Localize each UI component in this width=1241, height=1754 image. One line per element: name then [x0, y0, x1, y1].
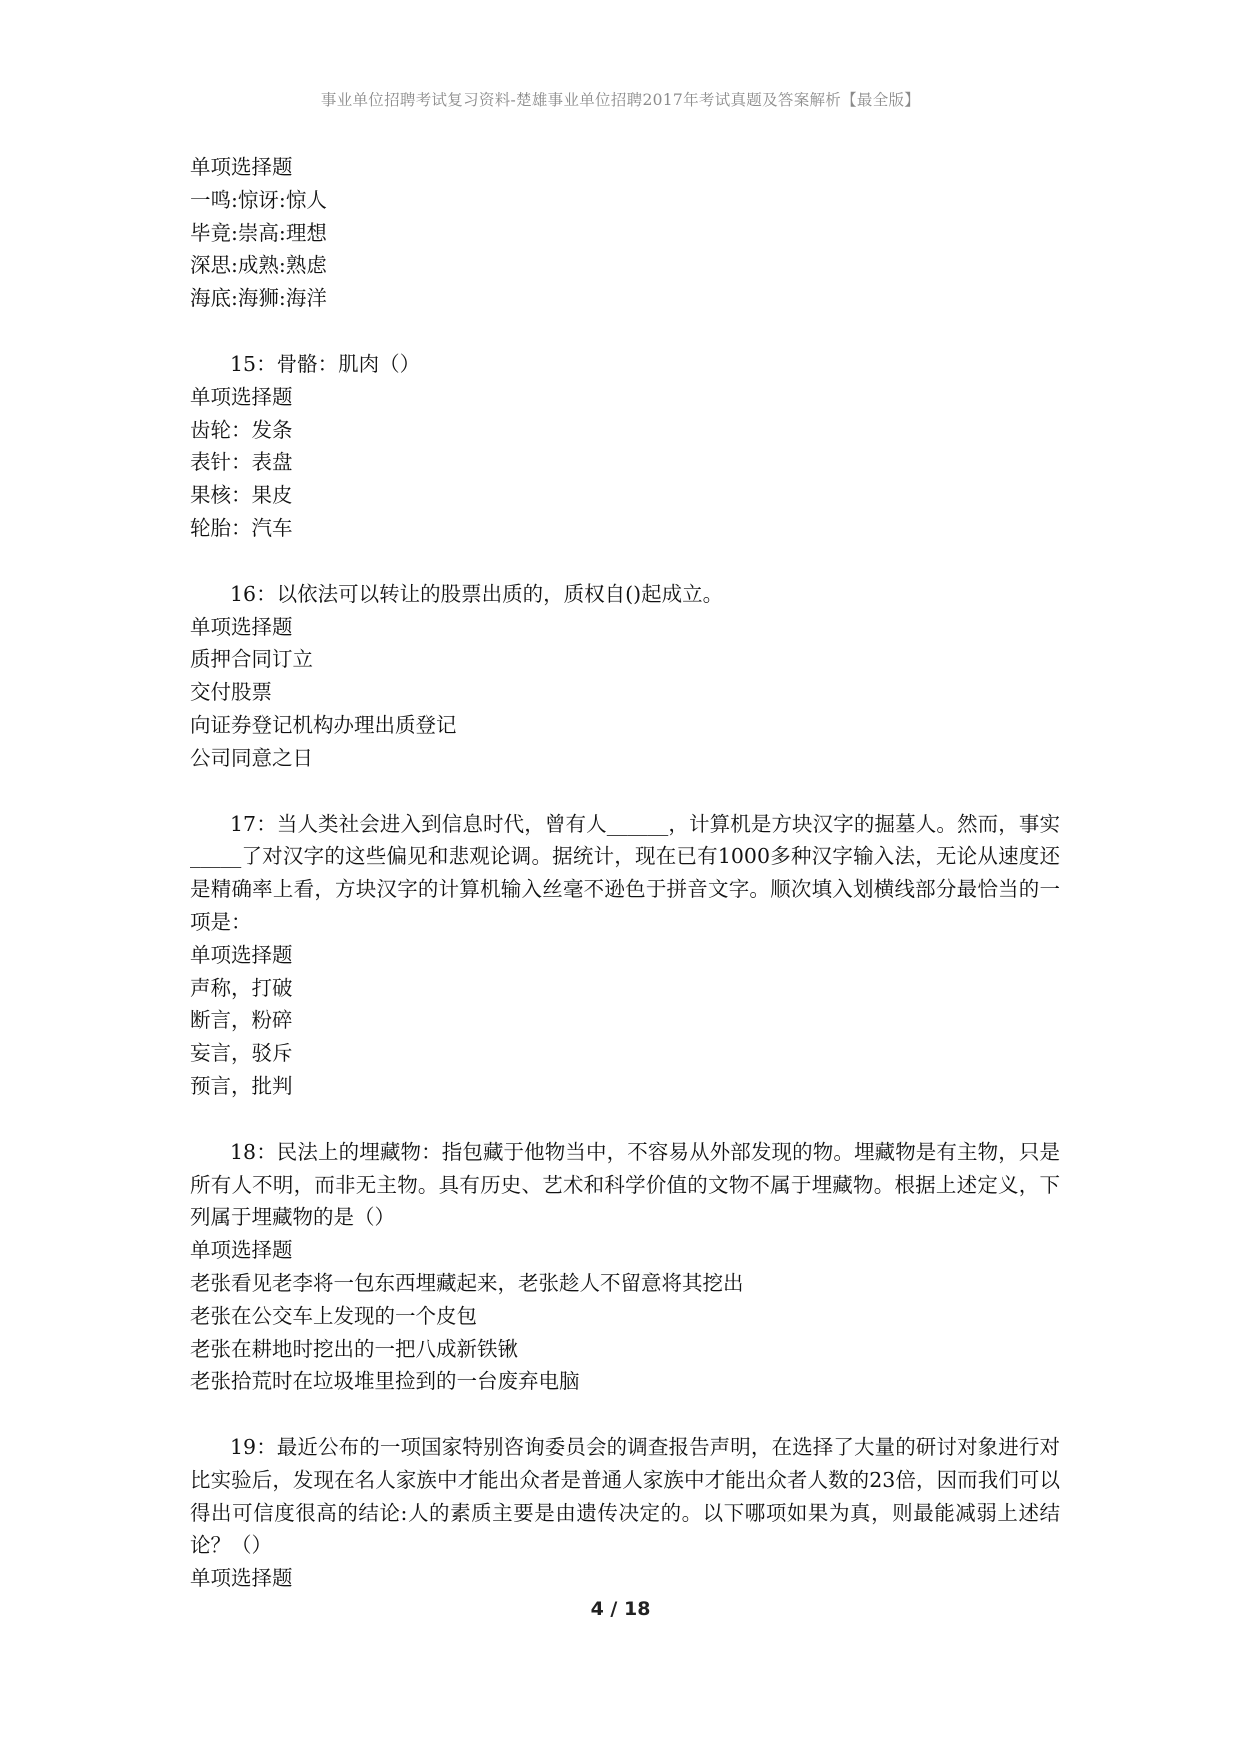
question-type-label: 单项选择题: [190, 942, 293, 967]
question-16: [190, 578, 1060, 775]
option: 一鸣:惊讶:惊人: [190, 187, 327, 212]
option: 声称，打破: [190, 975, 293, 1000]
question-type-label: 单项选择题: [190, 614, 293, 639]
question-stem: 17：当人类社会进入到信息时代，曾有人______，计算机是方块汉字的掘墓人。然而，事实_____了对汉字的这些偏见和悲观论调。据统计，现在已有1000多种汉字输入法，无论从速度还是精确率上看，方块汉字的计算机输入丝毫不逊色于拼音文字。顺次填入划横线部分最恰当的一项是：: [190, 811, 1060, 934]
option: 深思:成熟:熟虑: [190, 253, 327, 278]
option: 齿轮：发条: [190, 417, 293, 442]
question-stem: 19：最近公布的一项国家特别咨询委员会的调查报告声明，在选择了大量的研讨对象进行对比实验后，发现在名人家族中才能出众者是普通人家族中才能出众者人数的23倍，因而我们可以得出可信度很高的结论:人的素质主要是由遗传决定的。以下哪项如果为真，则最能减弱上述结论？（）: [190, 1435, 1060, 1558]
previous-question-tail: [190, 151, 1060, 315]
option: 交付股票: [190, 680, 272, 705]
question-type-label: 单项选择题: [190, 384, 293, 409]
question-stem: 18：民法上的埋藏物：指包藏于他物当中，不容易从外部发现的物。埋藏物是有主物，只是所有人不明，而非无主物。具有历史、艺术和科学价值的文物不属于埋藏物。根据上述定义，下列属于埋藏物的是（）: [190, 1139, 1060, 1230]
option: 老张看见老李将一包东西埋藏起来，老张趁人不留意将其挖出: [190, 1270, 744, 1295]
question-stem: 15：骨骼：肌肉（）: [230, 351, 421, 376]
option: 妄言，驳斥: [190, 1041, 293, 1066]
question-18: [190, 1136, 1060, 1398]
option: 老张在公交车上发现的一个皮包: [190, 1303, 477, 1328]
option: 公司同意之日: [190, 745, 313, 770]
question-17: [190, 808, 1060, 1103]
question-19: [190, 1431, 1060, 1595]
option: 轮胎：汽车: [190, 515, 293, 540]
question-type-label: 单项选择题: [190, 155, 293, 179]
option: 断言，粉碎: [190, 1008, 293, 1033]
page-header: 事业单位招聘考试复习资料-楚雄事业单位招聘2017年考试真题及答案解析【最全版】: [320, 91, 921, 109]
option: 老张在耕地时挖出的一把八成新铁锹: [190, 1336, 518, 1361]
option: 质押合同订立: [190, 647, 313, 672]
option: 向证券登记机构办理出质登记: [190, 712, 457, 737]
question-15: [190, 348, 1060, 545]
question-type-label: 单项选择题: [190, 1566, 293, 1591]
option: 果核：果皮: [190, 483, 293, 508]
option: 表针：表盘: [190, 450, 293, 475]
document-body: [190, 151, 1060, 1628]
option: 海底:海狮:海洋: [190, 286, 327, 311]
question-stem: 16：以依法可以转让的股票出质的，质权自()起成立。: [230, 581, 724, 606]
option: 预言，批判: [190, 1073, 293, 1098]
option: 毕竟:崇高:理想: [190, 220, 327, 245]
option: 老张拾荒时在垃圾堆里捡到的一台废弃电脑: [190, 1369, 580, 1394]
question-type-label: 单项选择题: [190, 1238, 293, 1263]
page-indicator: 4 / 18: [590, 1598, 651, 1620]
